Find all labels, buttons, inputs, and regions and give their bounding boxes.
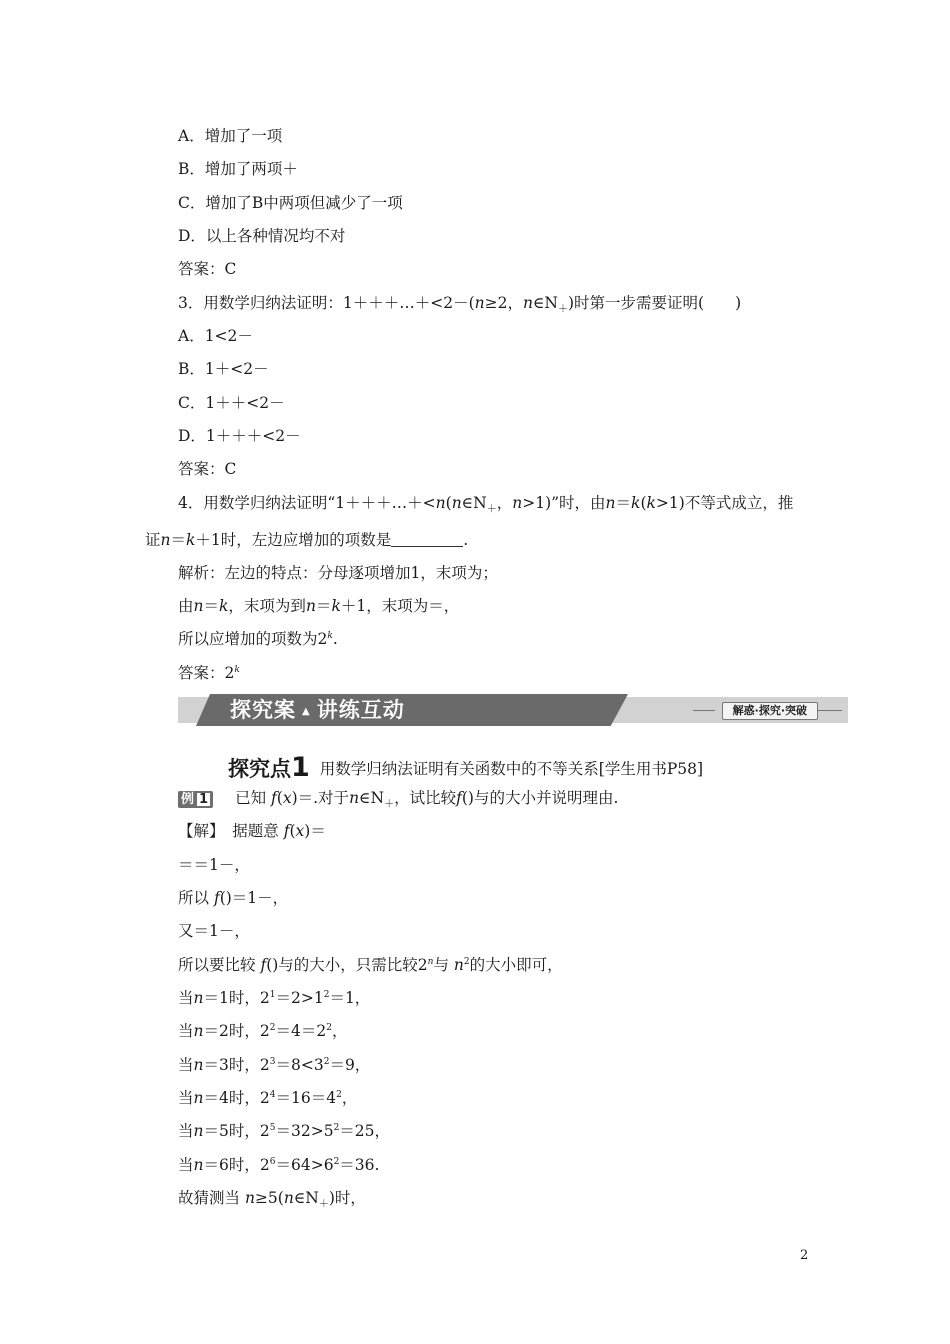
case-text: ＝	[203, 1056, 220, 1074]
var-n: n	[512, 494, 523, 512]
case-text: ＝2>1	[275, 989, 324, 1007]
exponent-k: k	[234, 665, 240, 675]
case-text: ＝32>5	[275, 1122, 334, 1140]
case-text: ＝36.	[339, 1156, 380, 1174]
case-text: 当	[178, 1022, 194, 1040]
option-c: C．1＋＋<2－	[178, 394, 285, 412]
case-text: 6时，2	[219, 1156, 270, 1174]
solution-text: ∈N	[293, 1189, 319, 1207]
var-n: n	[193, 1122, 204, 1140]
var-n: n	[474, 294, 485, 312]
case-text: ＝	[203, 989, 220, 1007]
example-1	[178, 788, 619, 811]
var-n: n	[193, 1056, 204, 1074]
exponent: 2	[333, 1157, 340, 1167]
var-k: k	[631, 494, 641, 512]
answer: 答案：C	[178, 260, 237, 278]
solution-text: 与	[433, 956, 449, 974]
q4-text: (	[445, 494, 452, 512]
example-text: ∈N	[359, 789, 385, 807]
q3-text: 3．用数学归纳法证明：1＋＋＋…＋<2－(	[178, 294, 475, 312]
exponent: 2	[326, 1023, 332, 1033]
var-n: n	[193, 1089, 204, 1107]
var-n: n	[160, 531, 171, 549]
case-row	[178, 1088, 357, 1108]
banner-tag: 解惑·探究·突破	[722, 702, 818, 720]
example-badge	[178, 791, 213, 808]
var-f: f	[260, 956, 267, 974]
divider	[818, 710, 842, 711]
analysis-text: .	[332, 630, 338, 648]
analysis-text: 所以应增加的项数为2	[178, 630, 328, 648]
option-c: C．增加了B中两项但减少了一项	[178, 194, 403, 212]
solution-text: 所以要比较	[178, 956, 256, 974]
case-text: ＝	[203, 1022, 220, 1040]
example-text: 已知	[235, 789, 267, 807]
case-text: 2时，2	[219, 1022, 270, 1040]
answer-text: 答案：2	[178, 664, 235, 682]
case-text: 当	[178, 1056, 194, 1074]
var-n: n	[605, 494, 616, 512]
badge-label: 例	[181, 792, 195, 807]
var-x: x	[282, 789, 292, 807]
q4-text: .	[463, 531, 469, 549]
case-text: 当	[178, 1089, 194, 1107]
var-k: k	[186, 531, 196, 549]
solution-line2: ＝＝1－，	[178, 856, 250, 874]
topic-number: 1	[291, 752, 310, 783]
subscript: ＋	[384, 799, 395, 811]
solution-text: )时，	[328, 1189, 366, 1207]
option-b: B．1＋<2－	[178, 360, 269, 378]
case-text: 4时，2	[219, 1089, 270, 1107]
q3-text: ∈N	[532, 294, 558, 312]
example-text: ，试比较	[394, 789, 457, 807]
exponent-k: k	[327, 631, 333, 641]
case-text: ＝	[203, 1156, 220, 1174]
analysis-line3	[178, 629, 338, 649]
solution-text: 故猜测当	[178, 1189, 241, 1207]
solution-text: ≥5(	[254, 1189, 284, 1207]
analysis-line2	[178, 596, 459, 616]
var-k: k	[219, 597, 229, 615]
var-n: n	[349, 789, 360, 807]
var-k: k	[646, 494, 656, 512]
var-f: f	[271, 789, 277, 807]
example-text: (	[276, 789, 283, 807]
case-text: ，	[331, 1022, 348, 1040]
option-d: D．以上各种情况均不对	[178, 227, 346, 245]
case-text: ＝25，	[339, 1122, 391, 1140]
solution-text: (	[289, 822, 296, 840]
var-k: k	[331, 597, 341, 615]
solution-line3	[178, 888, 288, 908]
case-text: 当	[178, 989, 194, 1007]
case-row	[178, 1121, 390, 1141]
topic-heading	[228, 752, 703, 783]
var-n: n	[193, 597, 204, 615]
case-row	[178, 1021, 347, 1041]
case-text: ＝1，	[329, 989, 371, 1007]
topic-label: 探究点	[228, 757, 291, 781]
answer-blank[interactable]	[391, 532, 463, 547]
option-d: D．1＋＋＋<2－	[178, 427, 301, 445]
q4-text: ＋1时，左边应增加的项数是	[195, 531, 392, 549]
case-row	[178, 1055, 370, 1075]
question-4-line1	[178, 493, 794, 516]
q4-text: ＝	[170, 531, 187, 549]
banner-title	[230, 696, 405, 726]
divider	[693, 710, 715, 711]
q3-text: )时第一步需要证明( )	[568, 294, 742, 312]
solution-line1	[178, 821, 326, 841]
analysis-text: ，末项为到	[228, 597, 306, 615]
case-text: ＝4＝2	[275, 1022, 327, 1040]
var-n: n	[244, 1189, 255, 1207]
exponent: 5	[269, 1123, 276, 1133]
analysis-text: 由	[178, 597, 194, 615]
var-n: n	[522, 294, 533, 312]
analysis-text: ＋1，末项为＝，	[340, 597, 460, 615]
var-f: f	[456, 789, 462, 807]
exponent: 3	[269, 1057, 276, 1067]
q4-text: 证	[145, 531, 161, 549]
var-n: n	[283, 1189, 294, 1207]
case-text: ＝9，	[329, 1056, 371, 1074]
section-banner	[178, 694, 848, 726]
exponent: 2	[333, 1123, 340, 1133]
var-n: n	[193, 1022, 204, 1040]
option-a: A．增加了一项	[178, 127, 283, 145]
option-b: B．增加了两项＋	[178, 160, 298, 178]
case-row	[178, 988, 370, 1008]
case-text: ＝8<3	[275, 1056, 324, 1074]
solution-text: 的大小即可，	[469, 956, 563, 974]
case-text: ，	[341, 1089, 358, 1107]
exponent: 2	[336, 1090, 342, 1100]
option-a: A．1<2－	[178, 327, 253, 345]
q4-text: (	[640, 494, 647, 512]
var-f: f	[213, 889, 220, 907]
case-text: 5时，2	[219, 1122, 270, 1140]
exponent: 1	[269, 990, 276, 1000]
exponent-n: n	[427, 957, 434, 967]
analysis: 解析：左边的特点：分母逐项增加1，末项为；	[178, 564, 498, 582]
solution-text: )＝	[304, 822, 326, 840]
subscript: ＋	[486, 504, 497, 516]
var-n: n	[435, 494, 446, 512]
triangle-icon: ▲	[302, 706, 311, 717]
case-text: ＝16＝4	[275, 1089, 337, 1107]
exponent: 2	[323, 990, 330, 1000]
case-text: 当	[178, 1122, 194, 1140]
topic-description: 用数学归纳法证明有关函数中的不等关系[学生用书P58]	[319, 760, 704, 778]
q4-text: ＝	[615, 494, 632, 512]
case-text: 当	[178, 1156, 194, 1174]
solution-text: 所以	[178, 889, 210, 907]
q4-text: ∈N	[461, 494, 487, 512]
solution-text: ()＝1－，	[219, 889, 289, 907]
q4-text: ，	[496, 494, 513, 512]
banner-title-1: 探究案	[230, 698, 296, 722]
badge-number: 1	[199, 792, 209, 807]
solution-guess	[178, 1188, 366, 1211]
var-n: n	[193, 1156, 204, 1174]
answer: 答案：C	[178, 460, 237, 478]
banner-title-2: 讲练互动	[316, 698, 405, 722]
case-text: 3时，2	[219, 1056, 270, 1074]
case-text: 1时，2	[219, 989, 270, 1007]
var-n: n	[453, 956, 464, 974]
solution-line4: 又＝1－，	[178, 922, 250, 940]
analysis-text: ＝	[203, 597, 220, 615]
case-text: ＝	[203, 1122, 220, 1140]
var-n: n	[305, 597, 316, 615]
example-text: ()与的大小并说明理由.	[461, 789, 619, 807]
solution-label: 【解】	[178, 822, 217, 840]
subscript: ＋	[318, 1199, 329, 1211]
q4-text: >1)”时，由	[522, 494, 606, 512]
q3-text: ≥2，	[484, 294, 523, 312]
var-n: n	[193, 989, 204, 1007]
answer	[178, 663, 240, 683]
exponent: 4	[269, 1090, 276, 1100]
var-n: n	[451, 494, 462, 512]
var-f: f	[283, 822, 290, 840]
question-4-line2	[145, 530, 468, 550]
var-x: x	[295, 822, 305, 840]
solution-text: ()与的大小，只需比较2	[266, 956, 428, 974]
case-row	[178, 1155, 379, 1175]
q4-text: >1)不等式成立，推	[655, 494, 794, 512]
case-text: ＝64>6	[275, 1156, 334, 1174]
case-text: ＝	[203, 1089, 220, 1107]
question-3	[178, 293, 742, 316]
page-number: 2	[800, 1248, 809, 1263]
exponent: 2	[323, 1057, 330, 1067]
solution-line5: 所以要比较 f()与的大小，只需比较2$^n$与 $n^2$的大小即可，	[178, 956, 563, 974]
example-text: )＝.对于	[291, 789, 350, 807]
solution-text: 据题意	[232, 822, 279, 840]
analysis-text: ＝	[315, 597, 332, 615]
exponent: 6	[269, 1157, 276, 1167]
q4-text: 4．用数学归纳法证明“1＋＋＋…＋<	[178, 494, 436, 512]
exponent: 2	[269, 1023, 276, 1033]
subscript: ＋	[558, 304, 568, 316]
